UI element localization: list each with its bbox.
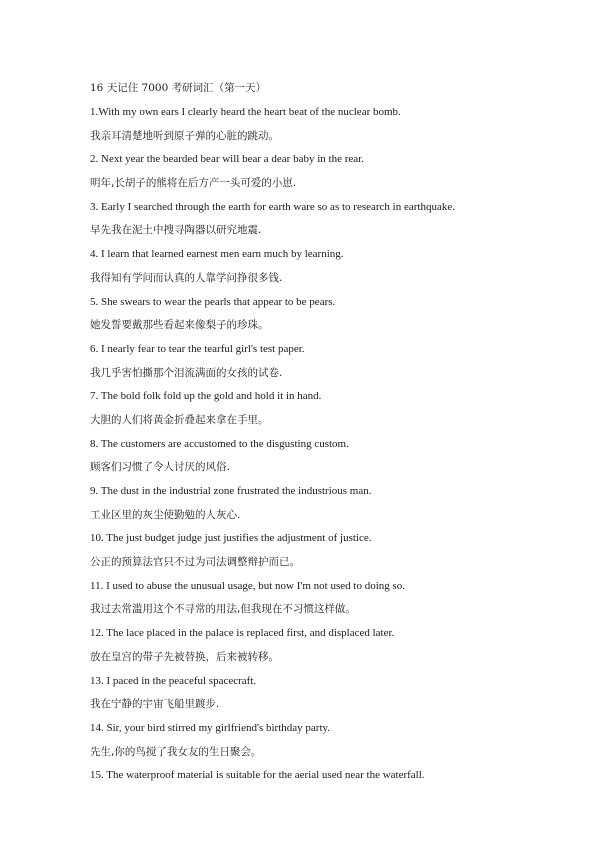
sentence-chinese: 早先我在泥土中搜寻陶器以研究地震. [90, 224, 262, 237]
sentence-chinese: 大胆的人们将黄金折叠起来拿在手里。 [90, 413, 269, 426]
sentence-english: 5. She swears to wear the pearls that appear to be pears. [90, 295, 336, 308]
sentence-chinese: 工业区里的灰尘使勤勉的人灰心. [90, 508, 241, 521]
sentence-english: 15. The waterproof material is suitable for the aerial used near the waterfall. [90, 769, 425, 782]
sentence-chinese: 我几乎害怕撕那个泪流满面的女孩的试卷. [90, 366, 283, 379]
sentence-english: 8. The customers are accustomed to the disgusting custom. [90, 437, 349, 450]
sentence-list [90, 105, 560, 782]
sentence-english: 10. The just budget judge just justifies the adjustment of justice. [90, 532, 372, 545]
document-title: 16 天记住 7000 考研词汇（第一天） [90, 82, 267, 94]
sentence-chinese: 明年,长胡子的熊将在后方产一头可爱的小崽. [90, 177, 297, 190]
sentence-english: 12. The lace placed in the palace is replaced first, and displaced later. [90, 627, 395, 640]
sentence-english: 9. The dust in the industrial zone frustrated the industrious man. [90, 485, 372, 497]
sentence-english: 4. I learn that learned earnest men earn much by learning. [90, 248, 344, 261]
sentence-english: 13. I paced in the peaceful spacecraft. [90, 674, 257, 687]
sentence-chinese: 我过去常滥用这个不寻常的用法,但我现在不习惯这样做。 [90, 603, 356, 616]
sentence-chinese: 我得知有学问而认真的人靠学问挣很多钱. [90, 271, 283, 284]
document-body [90, 81, 560, 792]
sentence-english: 11. I used to abuse the unusual usage, but now I'm not used to doing so. [90, 579, 406, 592]
sentence-chinese: 我在宁静的宇宙飞船里踱步. [90, 698, 220, 711]
sentence-english: 2. Next year the bearded bear will bear a dear baby in the rear. [90, 153, 364, 166]
sentence-english: 3. Early I searched through the earth for earth ware so as to research in earthquake. [90, 200, 455, 213]
sentence-chinese: 我亲耳清楚地听到原子弹的心脏的跳动。 [90, 129, 279, 142]
sentence-english: 1.With my own ears I clearly heard the heart beat of the nuclear bomb. [90, 106, 401, 118]
sentence-english: 6. I nearly fear to tear the tearful girl's test paper. [90, 342, 305, 355]
sentence-chinese: 先生,你的鸟搅了我女友的生日聚会。 [90, 745, 262, 758]
sentence-english: 14. Sir, your bird stirred my girlfriend's birthday party. [90, 721, 331, 734]
sentence-chinese: 顾客们习惯了令人讨厌的风俗. [90, 461, 230, 474]
sentence-chinese: 她发誓要戴那些看起来像梨子的珍珠。 [90, 319, 269, 332]
sentence-english: 7. The bold folk fold up the gold and hold it in hand. [90, 390, 322, 403]
sentence-chinese: 放在皇宫的带子先被替换，后来被转移。 [90, 650, 279, 663]
sentence-chinese: 公正的预算法官只不过为司法调整辩护而已。 [90, 556, 300, 569]
